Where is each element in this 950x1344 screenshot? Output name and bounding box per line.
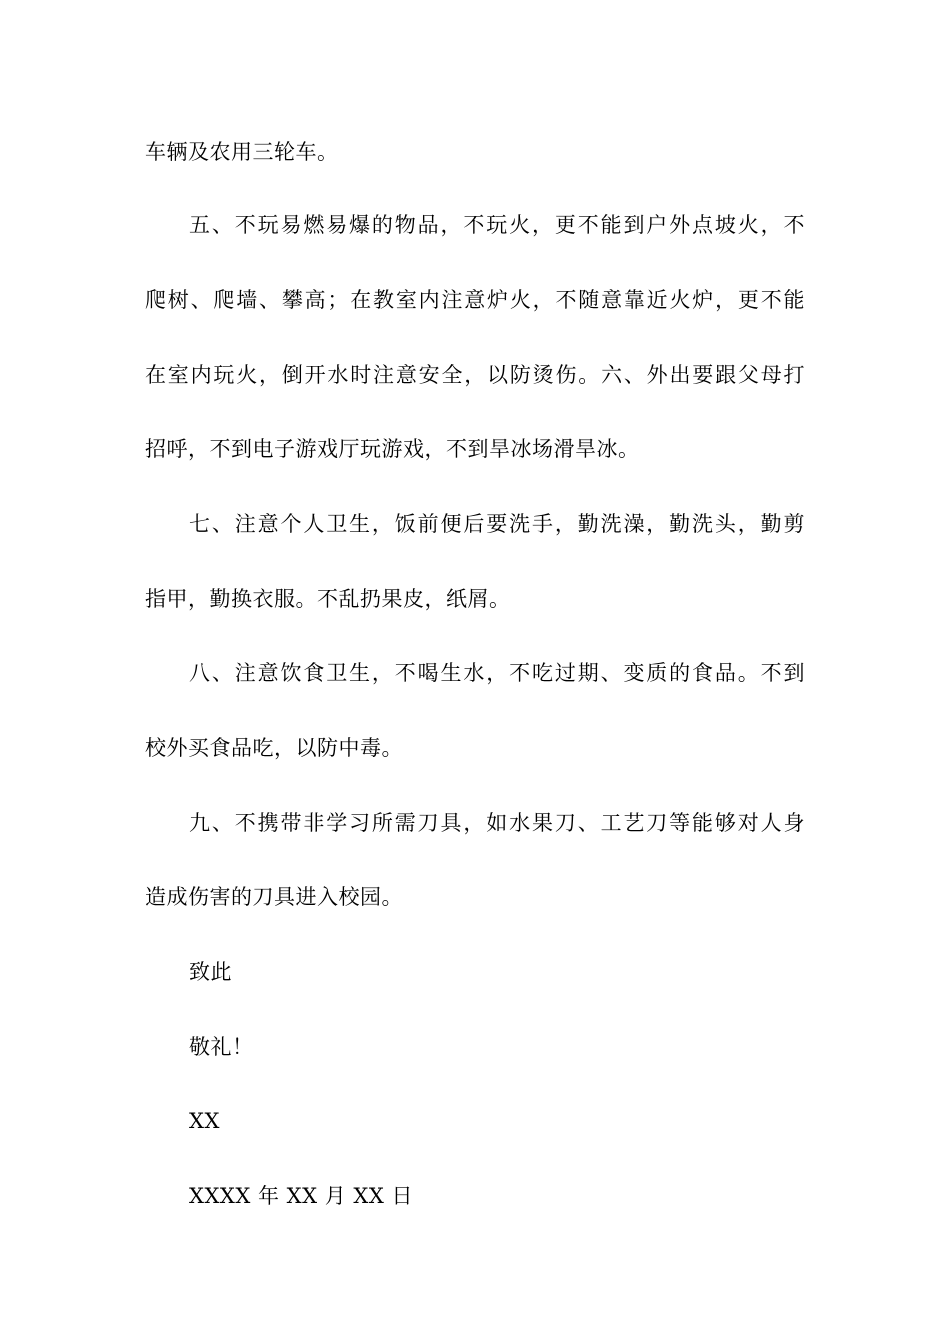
closing-regards: 敬礼！ bbox=[189, 1035, 254, 1059]
paragraph-5-line-3: 在室内玩火，倒开水时注意安全，以防烫伤。六、外出要跟父母打 bbox=[145, 363, 805, 387]
closing-salutation: 致此 bbox=[189, 960, 232, 984]
paragraph-9-line-1: 九、不携带非学习所需刀具，如水果刀、工艺刀等能够对人身 bbox=[189, 811, 805, 835]
paragraph-7-line-2: 指甲，勤换衣服。不乱扔果皮，纸屑。 bbox=[145, 587, 511, 611]
signature: XX bbox=[189, 1109, 220, 1133]
paragraph-8-line-1: 八、注意饮食卫生，不喝生水，不吃过期、变质的食品。不到 bbox=[189, 661, 805, 685]
date: XXXX 年 XX 月 XX 日 bbox=[189, 1184, 413, 1208]
paragraph-7-line-1: 七、注意个人卫生，饭前便后要洗手，勤洗澡，勤洗头，勤剪 bbox=[189, 512, 805, 536]
paragraph-5-line-2: 爬树、爬墙、攀高；在教室内注意炉火，不随意靠近火炉，更不能 bbox=[145, 288, 805, 312]
body-line-1: 车辆及农用三轮车。 bbox=[145, 140, 339, 164]
paragraph-5-line-1: 五、不玩易燃易爆的物品，不玩火，更不能到户外点坡火，不 bbox=[189, 213, 805, 237]
paragraph-6-line-end: 招呼，不到电子游戏厅玩游戏，不到旱冰场滑旱冰。 bbox=[145, 437, 640, 461]
paragraph-8-line-2: 校外买食品吃，以防中毒。 bbox=[145, 736, 403, 760]
paragraph-9-line-2: 造成伤害的刀具进入校园。 bbox=[145, 885, 403, 909]
